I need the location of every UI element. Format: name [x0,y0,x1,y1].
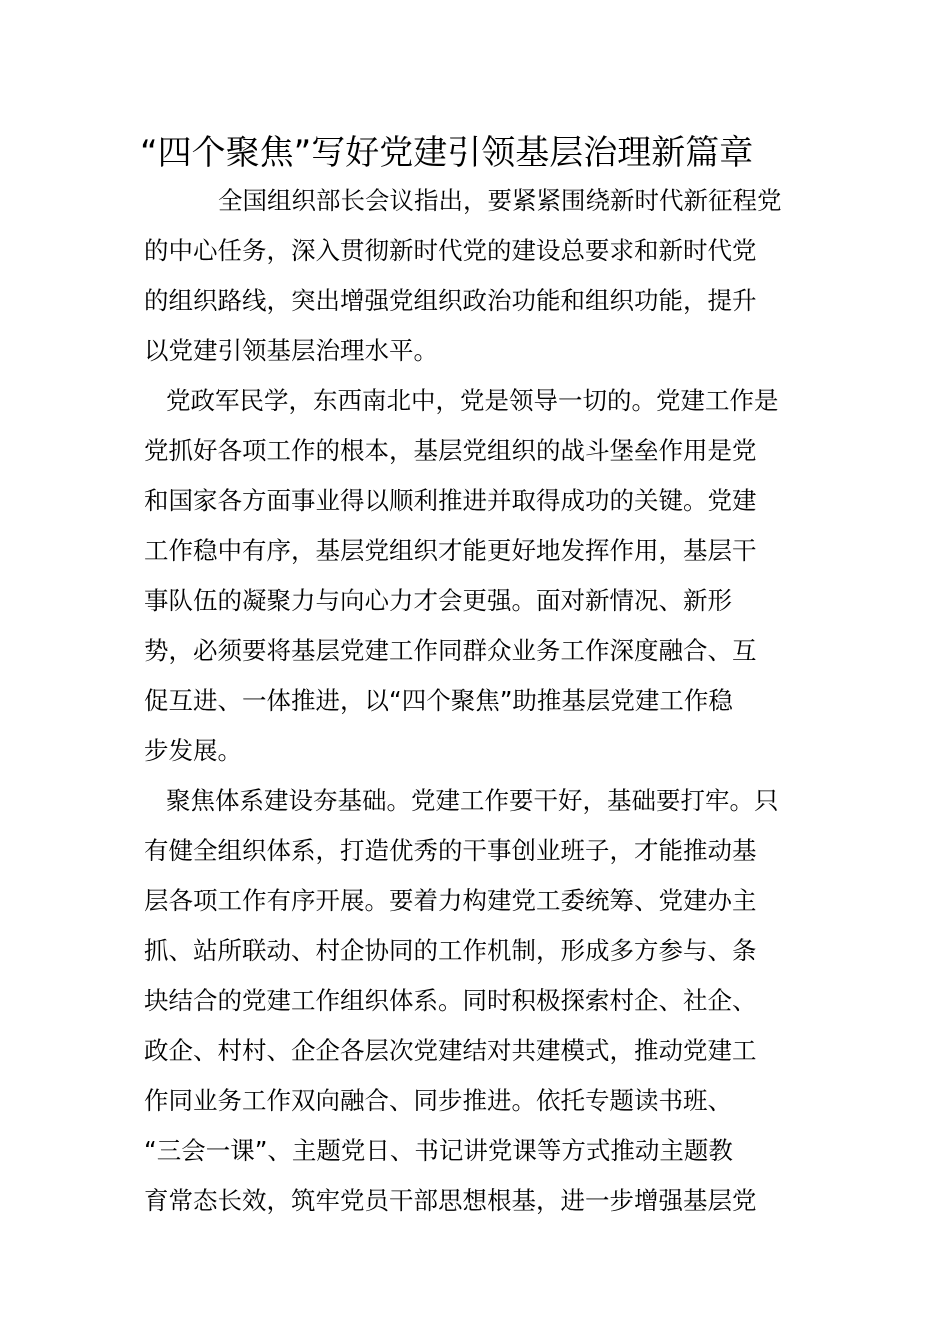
paragraph-3-line-9: 育常态长效，筑牢党员干部思想根基，进一步增强基层党 [144,1186,757,1215]
paragraph-3-line-3: 层各项工作有序开展。要着力构建党工委统筹、党建办主 [144,886,757,915]
paragraph-3-line-1: 聚焦体系建设夯基础。党建工作要干好，基础要打牢。只 [166,786,779,815]
paragraph-3-line-8: “三会一课”、主题党日、书记讲党课等方式推动主题教 [144,1136,733,1165]
paragraph-2-line-8: 步发展。 [144,736,242,765]
paragraph-2-line-1: 党政军民学，东西南北中，党是领导一切的。党建工作是 [166,386,779,415]
paragraph-2-line-7: 促互进、一体推进，以“四个聚焦”助推基层党建工作稳 [144,686,733,715]
paragraph-1-line-3: 的组织路线，突出增强党组织政治功能和组织功能，提升 [144,286,757,315]
paragraph-1-line-1: 全国组织部长会议指出，要紧紧围绕新时代新征程党 [218,186,782,215]
paragraph-3-line-4: 抓、站所联动、村企协同的工作机制，形成多方参与、条 [144,936,757,965]
paragraph-3-line-6: 政企、村村、企企各层次党建结对共建模式，推动党建工 [144,1036,757,1065]
document-title: “四个聚焦”写好党建引领基层治理新篇章 [140,133,754,173]
paragraph-1-line-4: 以党建引领基层治理水平。 [144,336,438,365]
paragraph-2-line-6: 势，必须要将基层党建工作同群众业务工作深度融合、互 [144,636,757,665]
paragraph-2-line-2: 党抓好各项工作的根本，基层党组织的战斗堡垒作用是党 [144,436,757,465]
paragraph-2-line-5: 事队伍的凝聚力与向心力才会更强。面对新情况、新形 [144,586,732,615]
paragraph-2-line-4: 工作稳中有序，基层党组织才能更好地发挥作用，基层干 [144,536,757,565]
paragraph-3-line-5: 块结合的党建工作组织体系。同时积极探索村企、社企、 [144,986,757,1015]
document-body [144,176,814,1226]
paragraph-1-line-2: 的中心任务，深入贯彻新时代党的建设总要求和新时代党 [144,236,757,265]
paragraph-3-line-2: 有健全组织体系，打造优秀的干事创业班子，才能推动基 [144,836,757,865]
paragraph-3-line-7: 作同业务工作双向融合、同步推进。依托专题读书班、 [144,1086,732,1115]
paragraph-2-line-3: 和国家各方面事业得以顺利推进并取得成功的关键。党建 [144,486,757,515]
